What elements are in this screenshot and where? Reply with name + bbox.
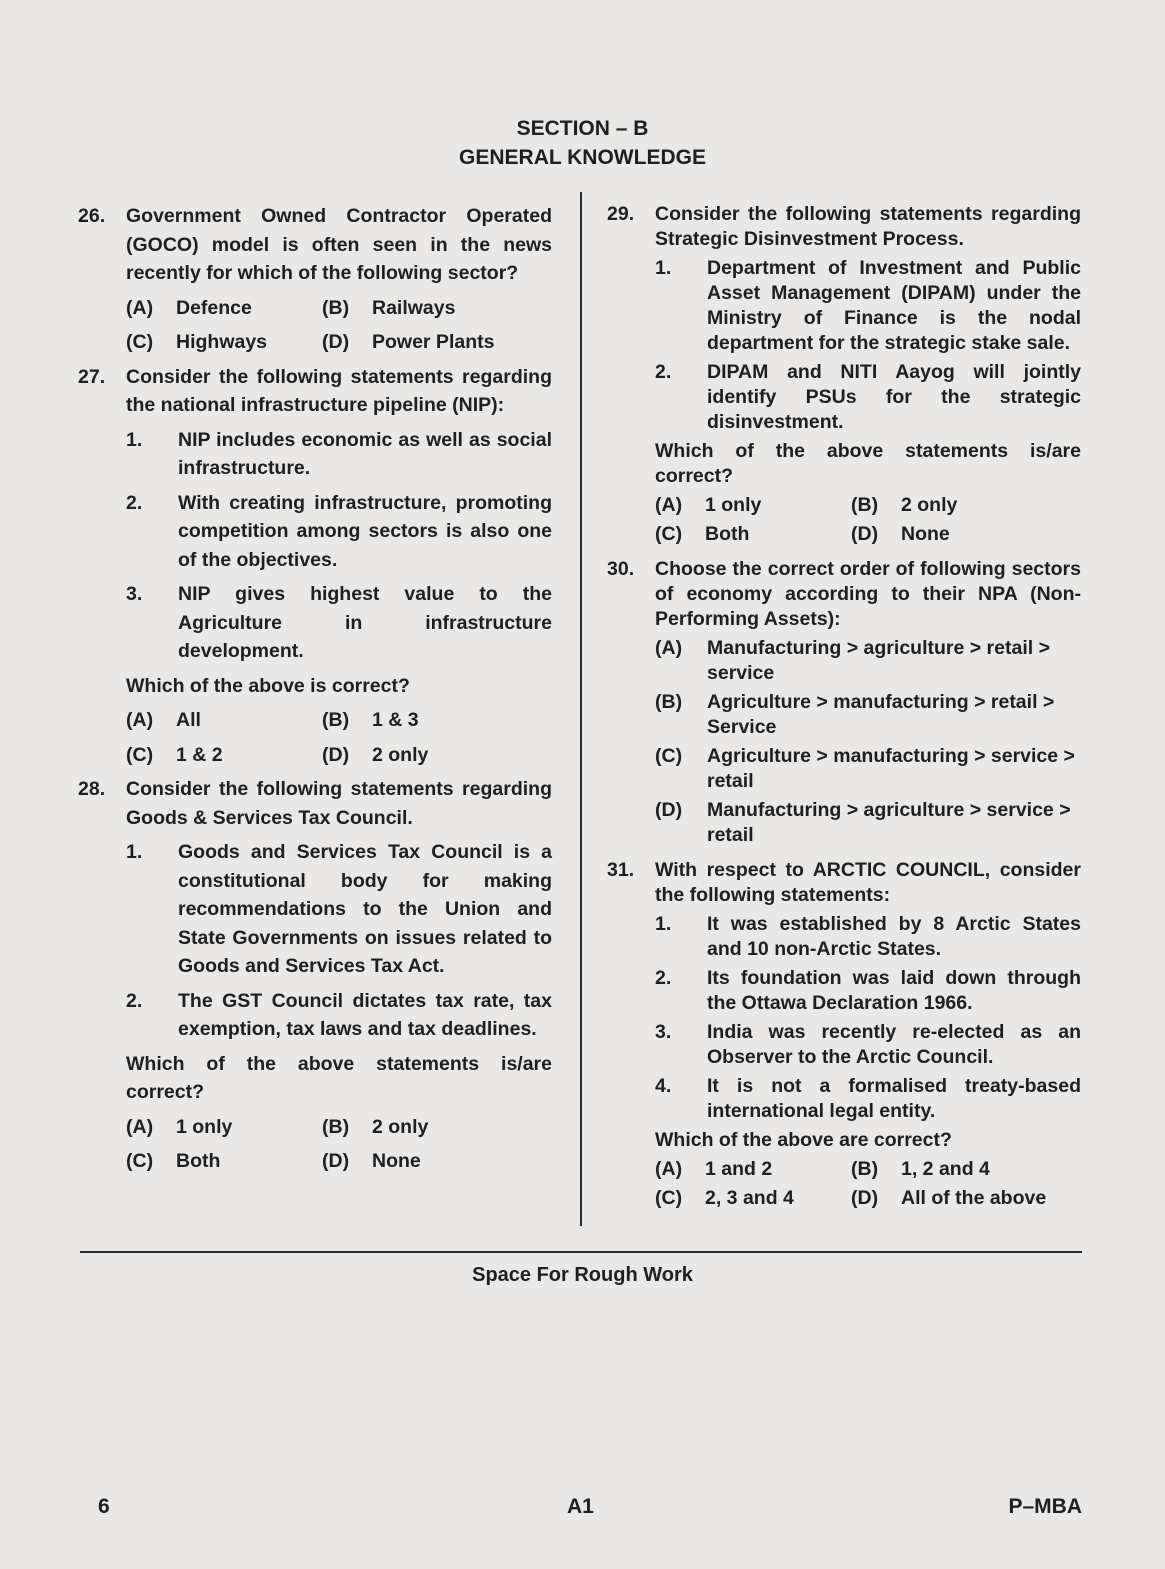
- option-d: (D) Power Plants: [322, 331, 495, 353]
- question-text: Choose the correct order of following sectors of economy according to their NPA (Non-Performing Assets):: [655, 558, 1081, 630]
- statement-3: 3. NIP gives highest value to the Agriculture in infrastructure development.: [126, 583, 552, 662]
- statement-2: 2. Its foundation was laid down through the Ottawa Declaration 1966.: [655, 967, 1081, 1014]
- option-b: (B) Railways: [322, 296, 456, 319]
- statement-1: 1. NIP includes economic as well as social infrastructure.: [126, 428, 552, 479]
- question-27: [78, 363, 552, 770]
- options-row: [126, 706, 552, 735]
- statement-2: 2. DIPAM and NITI Aayog will jointly identify PSUs for the strategic disinvestment.: [655, 361, 1081, 433]
- question-text: Consider the following statements regarding Goods & Services Tax Council.: [126, 778, 552, 829]
- question-ask: Which of the above statements is/are correct?: [655, 440, 1081, 487]
- option-c: (C) 1 & 2: [126, 743, 223, 766]
- question-text: Consider the following statements regarding the national infrastructure pipeline (NIP):: [126, 365, 552, 416]
- paper-name: P–MBA: [1008, 1495, 1082, 1518]
- question-text: Consider the following statements regarding Strategic Disinvestment Process.: [655, 203, 1081, 250]
- page-number: 6: [98, 1495, 110, 1518]
- option-d: (D) Manufacturing > agriculture > service > retail: [655, 799, 1071, 846]
- option-a: (A) 1 only: [655, 494, 762, 516]
- option-c: (C) Both: [655, 523, 750, 545]
- question-ask: Which of the above is correct?: [126, 674, 410, 697]
- options-row: [126, 1147, 552, 1176]
- statement-2: 2. With creating infrastructure, promoting competition among sectors is also one of the objectives.: [126, 491, 552, 571]
- option-c: (C) Highways: [126, 331, 268, 353]
- option-a: (A) Manufacturing > agriculture > retail > service: [655, 637, 1050, 684]
- option-a: (A) Defence: [126, 296, 252, 319]
- question-26: [78, 202, 552, 357]
- question-29: [607, 202, 1081, 547]
- question-number: 28.: [78, 778, 106, 800]
- statement-3: 3. India was recently re-elected as an Observer to the Arctic Council.: [655, 1021, 1081, 1068]
- options-row: [655, 1186, 1081, 1211]
- option-b: (B) 2 only: [322, 1115, 429, 1138]
- question-text: With respect to ARCTIC COUNCIL, consider the following statements:: [655, 859, 1081, 906]
- column-divider: [580, 192, 582, 1226]
- question-number: 30.: [607, 558, 635, 580]
- question-number: 31.: [607, 859, 635, 881]
- option-d: (D) All of the above: [851, 1187, 1047, 1209]
- options-row: [126, 1113, 552, 1142]
- option-b: (B) 1, 2 and 4: [851, 1158, 990, 1180]
- rough-work-divider: [80, 1251, 1082, 1253]
- option-b: (B) 1 & 3: [322, 709, 419, 731]
- options-row: [655, 1157, 1081, 1182]
- paper-code: A1: [567, 1495, 594, 1518]
- question-number: 29.: [607, 203, 635, 225]
- options-row: [126, 294, 552, 323]
- question-30: [607, 557, 1081, 848]
- section-subheading: GENERAL KNOWLEDGE: [459, 146, 706, 169]
- statement-2: 2. The GST Council dictates tax rate, tax exemption, tax laws and tax deadlines.: [126, 989, 552, 1040]
- option-b: (B) Agriculture > manufacturing > retail > Service: [655, 691, 1055, 738]
- option-d: (D) None: [851, 523, 950, 545]
- question-ask: Which of the above are correct?: [655, 1129, 952, 1151]
- question-number: 26.: [78, 205, 106, 227]
- option-a: (A) All: [126, 709, 201, 731]
- options-row: [655, 493, 1081, 518]
- statement-1: 1. Department of Investment and Public Asset Management (DIPAM) under the Ministry of Finance is the nodal department for the strategic stake sale.: [655, 257, 1081, 354]
- option-d: (D) 2 only: [322, 743, 429, 766]
- statement-1: 1. Goods and Services Tax Council is a constitutional body for making recommendations to the Union and State Governments on issues related to Goods and Services Tax Act.: [126, 841, 552, 977]
- right-column: [607, 202, 1081, 1211]
- option-d: (D) None: [322, 1150, 421, 1172]
- statement-4: 4. It is not a formalised treaty-based international legal entity.: [655, 1075, 1081, 1122]
- section-heading: SECTION – B: [516, 117, 649, 140]
- question-28: [78, 775, 552, 1176]
- option-c: (C) 2, 3 and 4: [655, 1187, 794, 1209]
- option-c: (C) Both: [126, 1150, 221, 1172]
- option-c: (C) Agriculture > manufacturing > service > retail: [655, 745, 1075, 792]
- option-b: (B) 2 only: [851, 494, 958, 516]
- option-a: (A) 1 and 2: [655, 1158, 773, 1180]
- options-row: [655, 522, 1081, 547]
- rough-work-label: Space For Rough Work: [472, 1264, 693, 1286]
- question-number: 27.: [78, 365, 106, 388]
- options-row: [126, 328, 552, 357]
- option-a: (A) 1 only: [126, 1115, 233, 1138]
- options-row: [126, 741, 552, 770]
- question-ask: Which of the above statements is/are correct?: [126, 1052, 552, 1103]
- left-column: [78, 202, 552, 1176]
- question-31: [607, 858, 1081, 1211]
- statement-1: 1. It was established by 8 Arctic States and 10 non-Arctic States.: [655, 913, 1081, 960]
- question-text: Government Owned Contractor Operated (GOCO) model is often seen in the news recently for which of the following sector?: [126, 205, 552, 284]
